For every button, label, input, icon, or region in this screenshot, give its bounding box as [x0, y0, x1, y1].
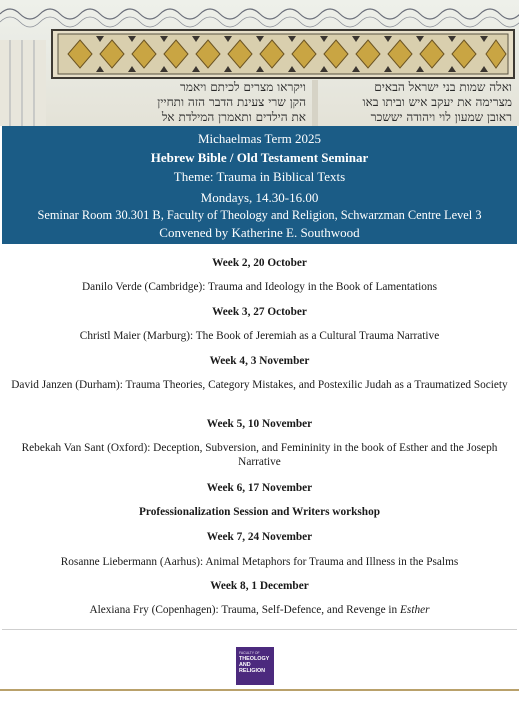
seminar-theme: Theme: Trauma in Biblical Texts	[173, 169, 346, 184]
logo-line-1: FACULTY OF	[239, 651, 260, 655]
faculty-logo	[236, 647, 274, 685]
week-7-heading: Week 7, 24 November	[206, 531, 313, 543]
seminar-convener: Convened by Katherine E. Southwood	[159, 225, 360, 240]
hebrew-text-right-line3: ראובן שמעון לוי ויהודה יששכר	[370, 110, 512, 124]
divider	[2, 629, 517, 630]
hebrew-text-right-line2: מצרימה את יעקב איש וביתו באו	[362, 95, 512, 109]
term-label: Michaelmas Term 2025	[197, 131, 322, 146]
seminar-banner	[2, 126, 517, 244]
week-4-heading: Week 4, 3 November	[209, 355, 310, 367]
week-5-heading: Week 5, 10 November	[206, 418, 313, 430]
week-4-talk: David Janzen (Durham): Trauma Theories, Category Mistakes, and Postexilic Judah as a Traumatized Society	[11, 379, 508, 391]
logo-line-2: THEOLOGY	[239, 656, 270, 662]
week-2-heading: Week 2, 20 October	[212, 257, 307, 269]
week-6-heading: Week 6, 17 November	[206, 482, 313, 494]
week-6-talk: Professionalization Session and Writers workshop	[138, 506, 381, 518]
hebrew-text-left-line1: ויקראו מצרים לכיתם ויאמר	[179, 80, 306, 94]
seminar-location: Seminar Room 30.301 B, Faculty of Theology and Religion, Schwarzman Centre Level 3	[37, 208, 482, 222]
week-8-talk-text: Alexiana Fry (Copenhagen): Trauma, Self-Defence, and Revenge in	[89, 604, 401, 616]
seminar-title: Hebrew Bible / Old Testament Seminar	[150, 150, 369, 165]
bottom-gold-rule	[0, 689, 519, 691]
logo-line-3: AND	[239, 662, 251, 668]
week-2-talk: Danilo Verde (Cambridge): Trauma and Ideology in the Book of Lamentations	[82, 281, 437, 293]
week-8-talk-italic: Esther	[400, 604, 430, 616]
hebrew-text-left-line3: את הילדים ותאמרן המילדת אל	[161, 110, 306, 124]
manuscript-header-image	[0, 0, 519, 126]
week-8-talk	[0, 603, 519, 617]
seminar-time: Mondays, 14.30-16.00	[200, 190, 319, 205]
week-7-talk: Rosanne Liebermann (Aarhus): Animal Metaphors for Trauma and Illness in the Psalms	[60, 556, 459, 568]
week-5-talk: Rebekah Van Sant (Oxford): Deception, Subversion, and Femininity in the book of Esther and the Joseph Narrative	[21, 442, 498, 468]
hebrew-text-left-line2: הקן שרי צעינת הדבר הזה ותחיין	[157, 95, 306, 109]
week-3-talk: Christl Maier (Marburg): The Book of Jeremiah as a Cultural Trauma Narrative	[79, 330, 440, 342]
logo-line-4: RELIGION	[239, 668, 266, 674]
week-8-heading: Week 8, 1 December	[210, 580, 309, 592]
hebrew-text-right-line1: ואלה שמות בני ישראל הבאים	[374, 80, 512, 94]
week-3-heading: Week 3, 27 October	[212, 306, 307, 318]
